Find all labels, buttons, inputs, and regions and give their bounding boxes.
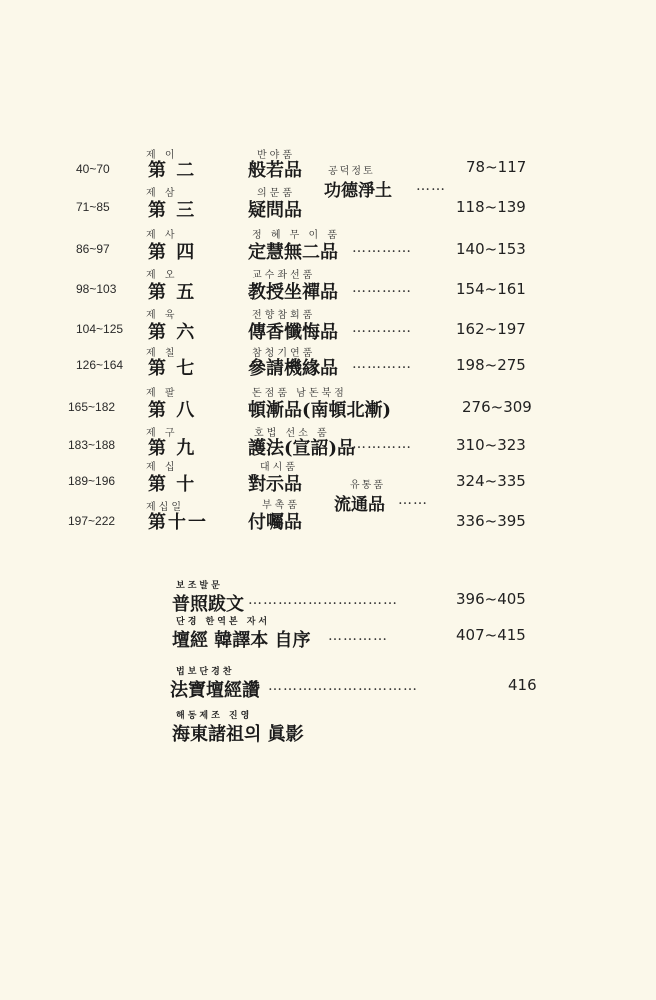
chapter-title-reading: 정 혜 무 이 품 (252, 230, 341, 241)
chapter-number: 第 十 (148, 474, 197, 495)
chapter-title: 護法(宣詔)品 (248, 438, 356, 459)
leader-dots: ………… (352, 240, 412, 256)
chapter-number: 第 八 (148, 400, 197, 421)
chapter-title: 教授坐禪品 (248, 282, 338, 303)
appendix-title: 普照跋文 (172, 594, 244, 615)
chapter-title-reading: 돈점품 남돈북점 (252, 388, 347, 399)
appendix-title: 壇經 韓譯本 自序 (172, 630, 311, 651)
page-range: 118~139 (456, 198, 526, 216)
chapter-title: 參請機緣品 (248, 358, 338, 379)
chapter-number: 第十一 (148, 512, 208, 533)
verse-range: 104~125 (76, 322, 124, 336)
page-number: 416 (508, 676, 537, 694)
chapter-number-reading: 제 육 (146, 310, 178, 321)
chapter-title: 般若品 (248, 160, 302, 181)
page-range: 154~161 (456, 280, 526, 298)
verse-range: 197~222 (68, 514, 116, 528)
chapter-number-reading: 제 십 (146, 462, 178, 473)
chapter-number-reading: 제 사 (146, 230, 178, 241)
chapter-number-reading: 제 구 (146, 428, 178, 439)
leader-dots: ………… (352, 436, 412, 452)
page-range: 78~117 (466, 158, 527, 176)
verse-range: 183~188 (68, 438, 116, 452)
chapter-number: 第 七 (148, 358, 197, 379)
sub-title: 流通品 (334, 495, 385, 515)
chapter-title: 頓漸品(南頓北漸) (248, 400, 392, 421)
leader-dots: ………… (328, 628, 388, 644)
page-range: 336~395 (456, 512, 526, 530)
chapter-number-reading: 제 삼 (146, 188, 178, 199)
sub-title: 功德淨土 (324, 181, 392, 201)
appendix-title: 法寶壇經讚 (170, 680, 260, 701)
chapter-title-reading: 대시품 (260, 462, 298, 473)
chapter-number-reading: 제 팔 (146, 388, 178, 399)
verse-range: 189~196 (68, 474, 116, 488)
page-range: 396~405 (456, 590, 526, 608)
chapter-title-reading: 의문품 (257, 188, 295, 199)
chapter-title-reading: 반야품 (257, 150, 295, 161)
page-range: 276~309 (462, 398, 532, 416)
chapter-title: 傳香懺悔品 (248, 322, 338, 343)
page-range: 162~197 (456, 320, 526, 338)
verse-range: 40~70 (76, 162, 110, 176)
appendix-title: 海東諸祖의 眞影 (172, 724, 304, 745)
chapter-title: 疑問品 (248, 200, 302, 221)
verse-range: 86~97 (76, 242, 110, 256)
leader-dots: …… (416, 178, 446, 194)
chapter-title-reading: 참청기연품 (252, 348, 316, 359)
leader-dots: ………………………… (268, 678, 418, 694)
chapter-title: 定慧無二品 (248, 242, 338, 263)
leader-dots: ………… (352, 320, 412, 336)
chapter-number: 第 三 (148, 200, 197, 221)
page-range: 407~415 (456, 626, 526, 644)
page-range: 198~275 (456, 356, 526, 374)
leader-dots: ………… (352, 280, 412, 296)
chapter-title: 付囑品 (248, 512, 302, 533)
sub-title-reading: 공덕정토 (328, 166, 375, 177)
chapter-number: 第 六 (148, 322, 197, 343)
page-range: 324~335 (456, 472, 526, 490)
appendix-reading: 법보단경찬 (176, 667, 235, 677)
appendix-reading: 보조발문 (176, 581, 223, 591)
page-range: 310~323 (456, 436, 526, 454)
leader-dots: ………… (352, 356, 412, 372)
verse-range: 71~85 (76, 200, 110, 214)
leader-dots: …… (398, 492, 428, 508)
chapter-number: 第 五 (148, 282, 197, 303)
page-range: 140~153 (456, 240, 526, 258)
chapter-number-reading: 제 이 (146, 150, 178, 161)
chapter-title-reading: 교수좌선품 (252, 270, 316, 281)
chapter-number-reading: 제 오 (146, 270, 178, 281)
verse-range: 126~164 (76, 358, 124, 372)
chapter-number-reading: 제 칠 (146, 348, 178, 359)
chapter-title-reading: 부촉품 (262, 500, 300, 511)
leader-dots: ………………………… (248, 592, 398, 608)
chapter-number-reading: 제십일 (146, 502, 184, 513)
chapter-number: 第 四 (148, 242, 197, 263)
appendix-reading: 단경 한역본 자서 (176, 617, 271, 627)
appendix-reading: 해동제조 진영 (176, 711, 253, 721)
chapter-title-reading: 전향참회품 (252, 310, 316, 321)
verse-range: 98~103 (76, 282, 117, 296)
verse-range: 165~182 (68, 400, 116, 414)
sub-title-reading: 유통품 (350, 480, 385, 491)
chapter-number: 第 九 (148, 438, 197, 459)
chapter-number: 第 二 (148, 160, 197, 181)
chapter-title-reading: 호법 선소 품 (254, 428, 330, 439)
chapter-title: 對示品 (248, 474, 302, 495)
